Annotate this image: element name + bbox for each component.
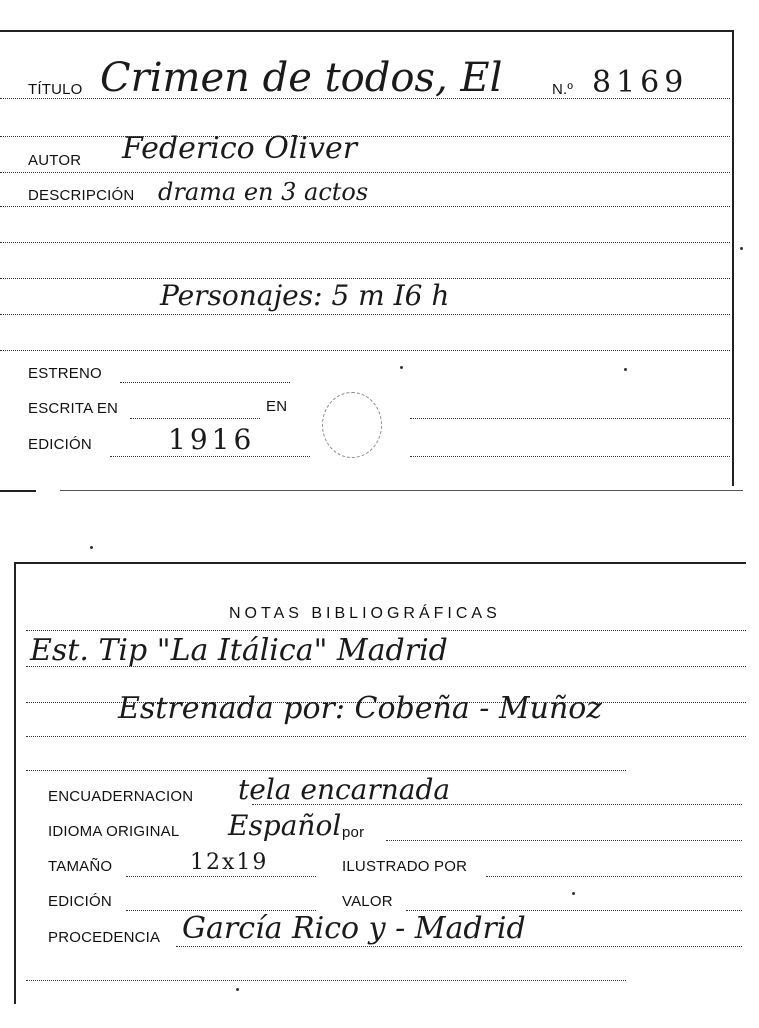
rule-line <box>26 980 626 981</box>
card-edge <box>0 490 36 492</box>
rule-line <box>486 876 742 877</box>
rule-line <box>120 382 290 383</box>
notas-heading: NOTAS BIBLIOGRÁFICAS <box>229 605 501 622</box>
rule-line <box>26 770 626 771</box>
rule-line <box>0 242 730 243</box>
rule-line <box>176 946 742 947</box>
rule-line <box>26 630 746 631</box>
titulo-value: Crimen de todos, El <box>100 55 503 101</box>
autor-value: Federico Oliver <box>122 131 358 166</box>
por-label: por <box>342 824 365 841</box>
speck-mark <box>236 988 239 991</box>
descripcion-label: DESCRIPCIÓN <box>28 187 135 204</box>
tamano-value: 12x19 <box>190 850 269 875</box>
rule-line <box>110 456 310 457</box>
numero-value: 8169 <box>592 65 689 100</box>
procedencia-value: García Rico y - Madrid <box>182 911 526 946</box>
descripcion-value: drama en 3 actos <box>158 178 369 206</box>
rule-line <box>126 876 316 877</box>
rule-line <box>0 206 730 207</box>
ilustrado-label: ILUSTRADO POR <box>342 858 468 875</box>
escrita-label: ESCRITA EN <box>28 400 119 417</box>
edicion-value-top: 1916 <box>168 423 256 456</box>
idioma-value: Español <box>228 809 342 842</box>
rule-line <box>410 418 730 419</box>
personajes-note: Personajes: 5 m I6 h <box>160 279 450 312</box>
stamp-mark <box>322 392 382 458</box>
speck-mark <box>624 368 627 371</box>
procedencia-label: PROCEDENCIA <box>48 929 161 946</box>
card-edge <box>60 490 743 491</box>
rule-line <box>0 350 730 351</box>
valor-label: VALOR <box>342 893 393 910</box>
rule-line <box>26 736 746 737</box>
note-estreno: Estrenada por: Cobeña - Muñoz <box>118 691 603 726</box>
edicion-label-top: EDICIÓN <box>28 436 92 453</box>
tamano-label: TAMAÑO <box>48 858 113 875</box>
note-imprenta: Est. Tip "La Itálica" Madrid <box>30 633 448 668</box>
rule-line <box>0 172 730 173</box>
rule-line <box>0 314 730 315</box>
speck-mark <box>400 366 403 369</box>
rule-line <box>386 840 742 841</box>
estreno-label: ESTRENO <box>28 365 102 382</box>
speck-mark <box>90 546 93 549</box>
autor-label: AUTOR <box>28 152 82 169</box>
idioma-label: IDIOMA ORIGINAL <box>48 823 180 840</box>
rule-line <box>410 456 730 457</box>
edicion-label-bottom: EDICIÓN <box>48 893 112 910</box>
en-label: EN <box>266 398 288 415</box>
encuadernacion-value: tela encarnada <box>238 773 451 806</box>
numero-label: N.º <box>552 81 574 98</box>
titulo-label: TÍTULO <box>28 81 83 98</box>
speck-mark <box>740 247 743 250</box>
rule-line <box>130 418 260 419</box>
rule-line <box>0 136 730 137</box>
encuadernacion-label: ENCUADERNACION <box>48 788 194 805</box>
speck-mark <box>572 892 575 895</box>
